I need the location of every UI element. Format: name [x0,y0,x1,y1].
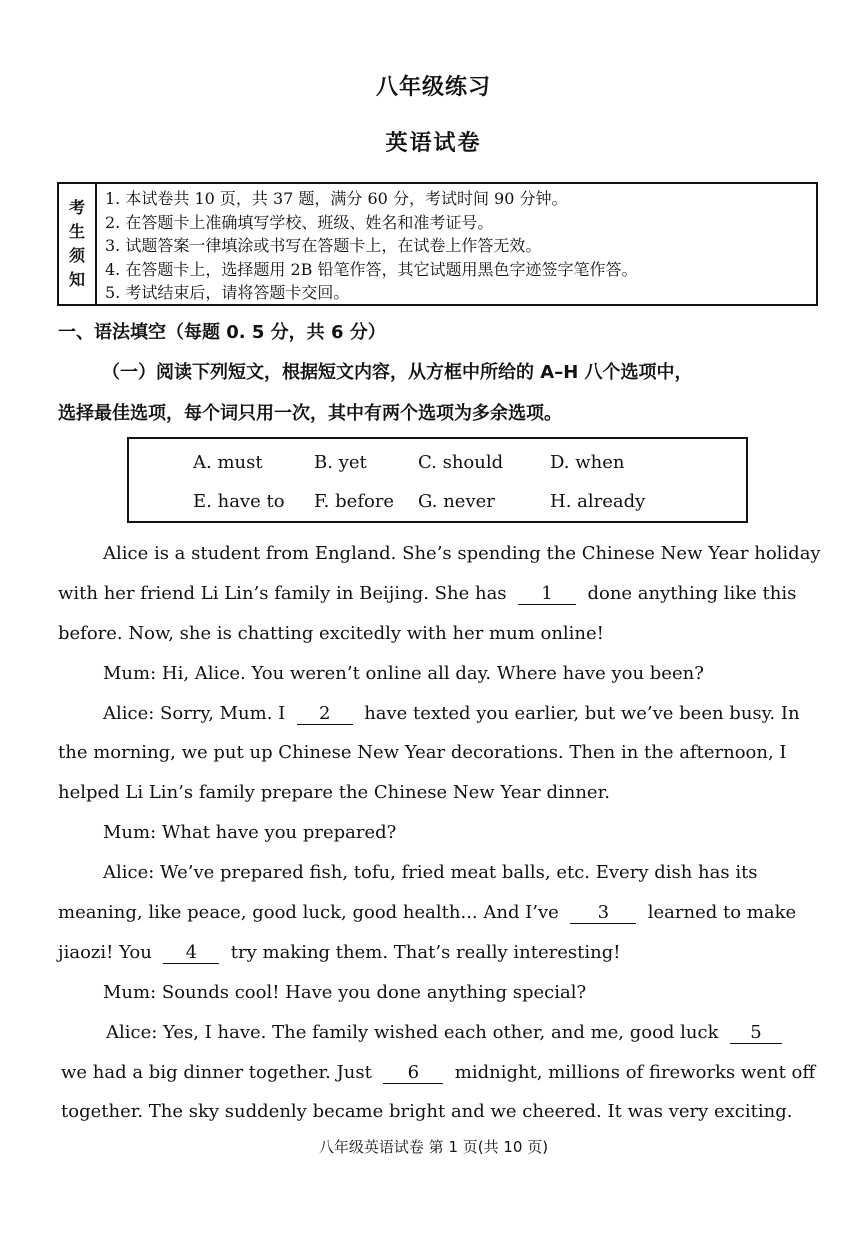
blank-3: 3 [570,903,636,924]
notice-item: 5. 考试结束后，请将答题卡交回。 [105,283,350,302]
candidate-notice-box [57,182,818,306]
exam-title: 八年级练习 [375,75,491,100]
dialogue-line: Alice: Yes, I have. The family wished each other, and me, good luck 5 [106,1022,782,1044]
dialogue-line: Mum: What have you prepared? [103,822,397,843]
passage-line: Alice is a student from England. She’s spending the Chinese New Year holiday [103,543,821,564]
option-h: H. already [550,491,646,512]
passage-line: jiaozi! You 4 try making them. That’s really interesting! [58,942,621,963]
option-e: E. have to [193,491,285,512]
section-heading: 一、语法填空（每题 0. 5 分，共 6 分） [58,322,386,343]
notice-label-char: 知 [68,270,85,289]
blank-6: 6 [383,1063,443,1084]
passage-line: meaning, like peace, good luck, good health... And I’ve 3 learned to make [58,902,797,923]
option-f: F. before [314,491,395,512]
option-a: A. must [193,452,263,473]
blank-2: 2 [297,704,353,725]
passage-line: helped Li Lin’s family prepare the Chinese New Year dinner. [58,782,610,803]
dialogue-line: Mum: Sounds cool! Have you done anything special? [103,982,587,1003]
instruction-line: 选择最佳选项，每个词只用一次，其中有两个选项为多余选项。 [58,403,562,424]
option-d: D. when [550,452,625,473]
passage-line: we had a big dinner together. Just 6 midnight, millions of fireworks went off [61,1062,816,1083]
option-c: C. should [418,452,504,473]
passage-line: together. The sky suddenly became bright and we cheered. It was very exciting. [61,1101,793,1122]
notice-label-char: 生 [68,222,85,241]
notice-label-char: 考 [68,198,85,217]
blank-1: 1 [518,584,576,605]
exam-subtitle: 英语试卷 [385,131,482,156]
notice-list [97,184,637,304]
option-b: B. yet [314,452,367,473]
dialogue-line: Alice: We’ve prepared fish, tofu, fried meat balls, etc. Every dish has its [103,862,758,883]
passage-line: the morning, we put up Chinese New Year decorations. Then in the afternoon, I [58,742,787,763]
notice-item: 4. 在答题卡上，选择题用 2B 铅笔作答，其它试题用黑色字迹签字笔作答。 [105,259,638,279]
passage-line: with her friend Li Lin’s family in Beijing. She has 1 done anything like this [58,583,797,604]
section-instruction [58,352,818,434]
instruction-line: （一）阅读下列短文，根据短文内容，从方框中所给的 A–H 八个选项中， [102,362,693,383]
notice-label [59,184,97,304]
dialogue-line: Mum: Hi, Alice. You weren’t online all day. Where have you been? [103,663,704,684]
notice-item: 1. 本试卷共 10 页，共 37 题，满分 60 分，考试时间 90 分钟。 [105,189,568,208]
dialogue-line: Alice: Sorry, Mum. I 2 have texted you earlier, but we’ve been busy. In [103,703,800,724]
word-options-box [127,437,748,523]
passage-line: before. Now, she is chatting excitedly with her mum online! [58,623,604,644]
option-g: G. never [418,491,495,512]
blank-5: 5 [730,1023,782,1044]
notice-item: 2. 在答题卡上准确填写学校、班级、姓名和准考证号。 [105,212,494,232]
notice-label-char: 须 [68,246,85,265]
page-footer: 八年级英语试卷 第 1 页(共 10 页) [318,1138,549,1156]
blank-4: 4 [163,943,219,964]
notice-item: 3. 试题答案一律填涂或书写在答题卡上，在试卷上作答无效。 [105,236,542,255]
